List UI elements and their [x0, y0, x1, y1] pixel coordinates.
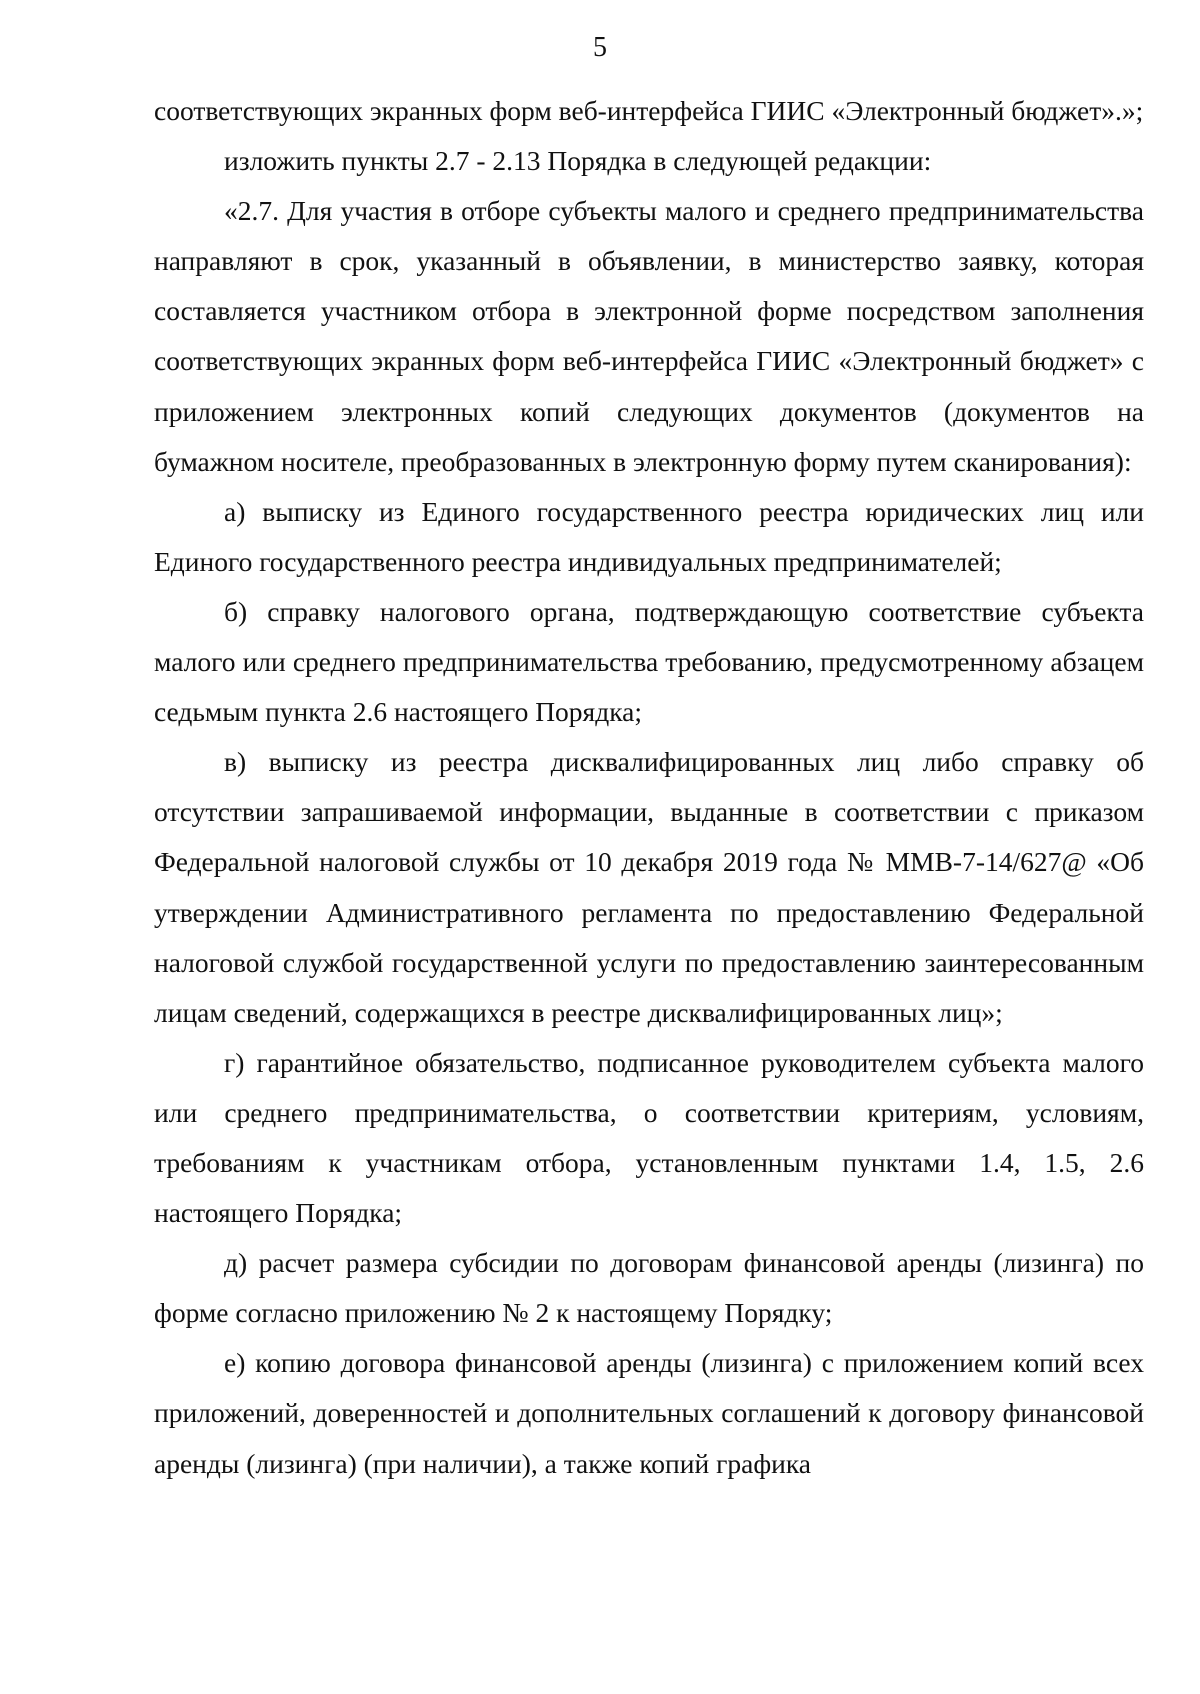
list-item-e: е) копию договора финансовой аренды (лизинга) с приложением копий всех приложений, доверенностей и дополнительных соглашений к договору финансовой аренды (лизинга) (при наличии), а также копий графика: [154, 1347, 1144, 1479]
list-item-d: д) расчет размера субсидии по договорам финансовой аренды (лизинга) по форме согласно приложению № 2 к настоящему Порядку;: [154, 1247, 1144, 1329]
paragraph-continuation: соответствующих экранных форм веб-интерфейса ГИИС «Электронный бюджет».»;: [154, 95, 1144, 126]
page-number: 5: [593, 32, 607, 63]
list-item-g: г) гарантийное обязательство, подписанное руководителем субъекта малого или среднего предпринимательства, о соответствии критериям, условиям, требованиям к участникам отбора, установленным пунктами 1.4, 1.5, 2.6 настоящего Порядка;: [154, 1046, 1144, 1229]
list-item-b: б) справку налогового органа, подтверждающую соответствие субъекта малого или среднего предпринимательства требованию, предусмотренному абзацем седьмым пункта 2.6 настоящего Порядка;: [154, 595, 1144, 728]
list-item-a: а) выписку из Единого государственного реестра юридических лиц или Единого государственного реестра индивидуальных предпринимателей;: [154, 495, 1144, 577]
paragraph-2-7: «2.7. Для участия в отборе субъекты малого и среднего предпринимательства направляют в срок, указанный в объявлении, в министерство заявку, которая составляется участником отбора в электронной форме посредством заполнения соответствующих экранных форм веб-интерфейса ГИИС «Электронный бюджет» с приложением электронных копий следующих документов (документов на бумажном носителе, преобразованных в электронную форму путем сканирования):: [154, 195, 1144, 477]
list-item-v: в) выписку из реестра дисквалифицированных лиц либо справку об отсутствии запрашиваемой информации, выданные в соответствии с приказом Федеральной налоговой службы от 10 декабря 2019 года № ММВ-7-14/627@ «Об утверждении Административного регламента по предоставлению Федеральной налоговой службой государственной услуги по предоставлению заинтересованным лицам сведений, содержащихся в реестре дисквалифицированных лиц»;: [154, 746, 1144, 1028]
document-body: [154, 86, 1144, 1489]
paragraph-amendment-intro: изложить пункты 2.7 - 2.13 Порядка в следующей редакции:: [224, 145, 932, 177]
